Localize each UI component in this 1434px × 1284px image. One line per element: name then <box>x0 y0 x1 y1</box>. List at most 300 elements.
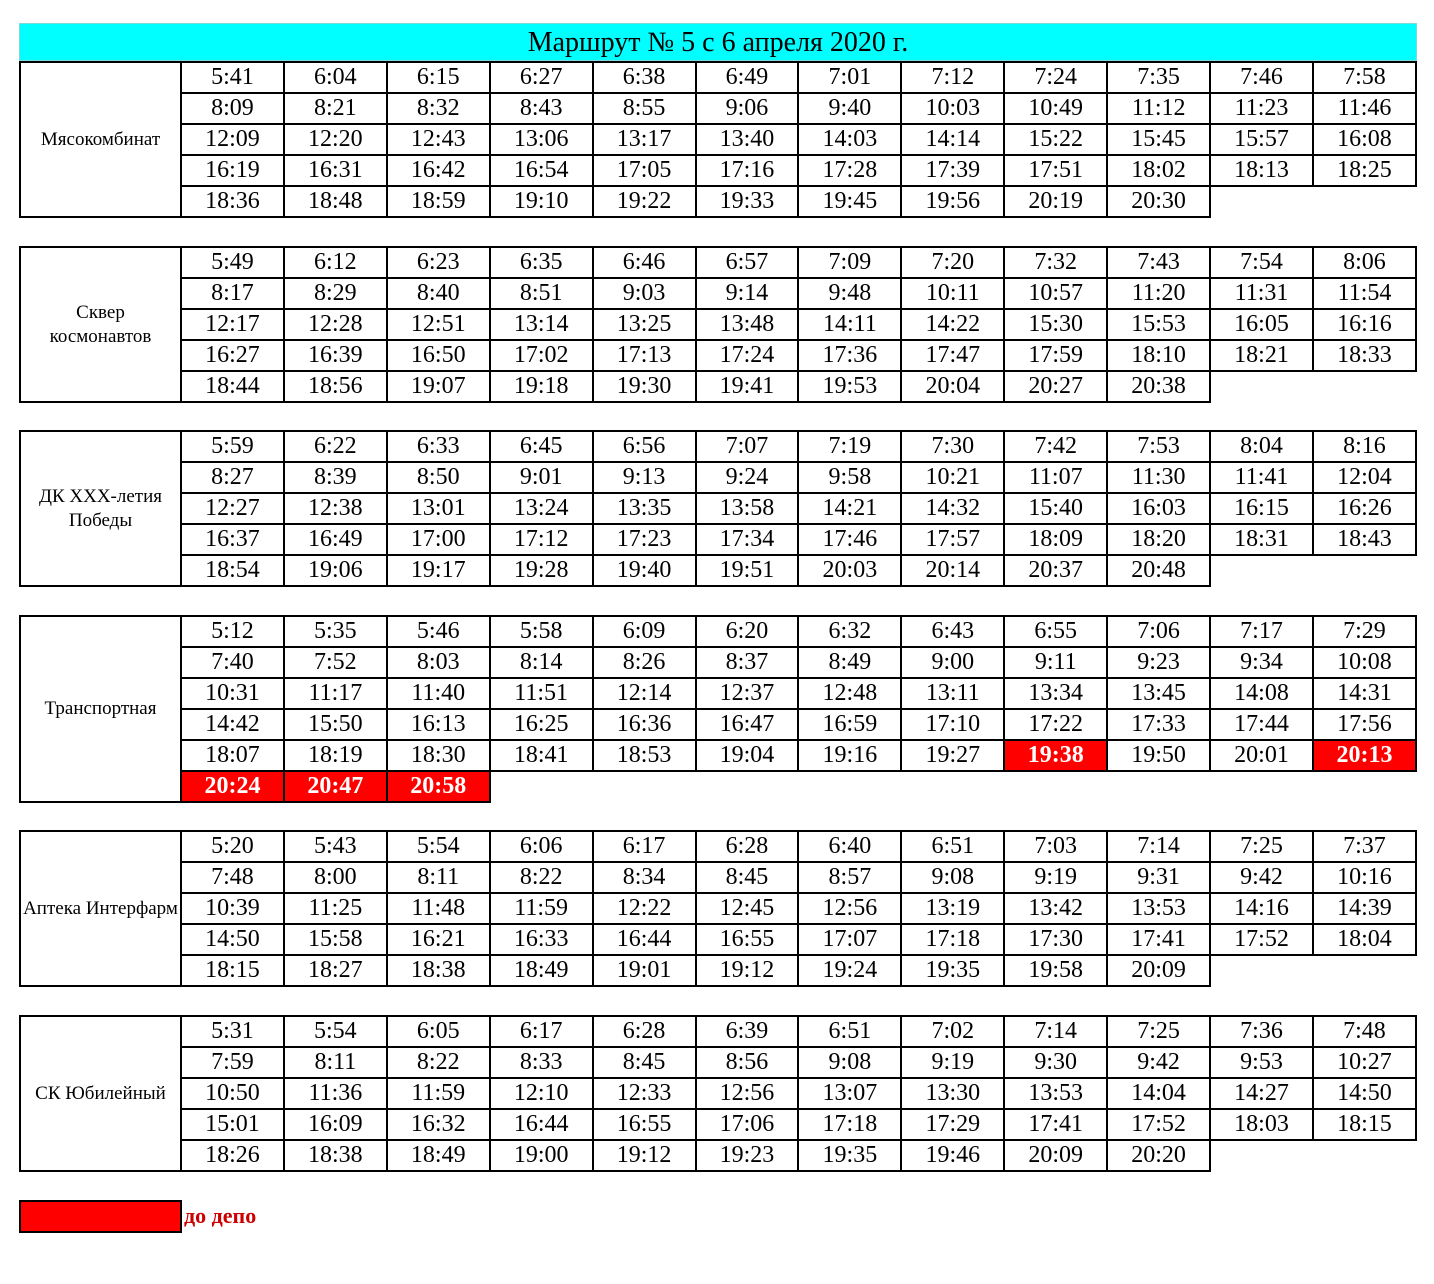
departure-time: 15:57 <box>1210 124 1313 155</box>
departure-time: 8:22 <box>490 862 593 893</box>
departure-time: 5:54 <box>284 1016 387 1047</box>
departure-time: 8:34 <box>593 862 696 893</box>
departure-time: 17:46 <box>798 524 901 555</box>
times-table <box>180 830 1417 987</box>
departure-time: 18:49 <box>490 955 593 986</box>
departure-time: 9:24 <box>696 462 799 493</box>
departure-time: 13:17 <box>593 124 696 155</box>
departure-time: 8:03 <box>387 647 490 678</box>
departure-time: 19:33 <box>696 186 799 217</box>
departure-time: 9:08 <box>901 862 1004 893</box>
departure-time: 18:15 <box>181 955 284 986</box>
departure-time: 12:27 <box>181 493 284 524</box>
departure-time: 19:12 <box>593 1140 696 1171</box>
empty-cell <box>1210 1140 1313 1171</box>
departure-time: 14:50 <box>1313 1078 1416 1109</box>
departure-time: 6:56 <box>593 431 696 462</box>
departure-time: 6:27 <box>490 62 593 93</box>
departure-time: 8:11 <box>387 862 490 893</box>
departure-time: 19:17 <box>387 555 490 586</box>
departure-time: 11:23 <box>1210 93 1313 124</box>
departure-time: 6:20 <box>696 616 799 647</box>
departure-time: 10:27 <box>1313 1047 1416 1078</box>
departure-time: 7:48 <box>181 862 284 893</box>
table-row <box>181 862 1416 893</box>
table-row <box>181 493 1416 524</box>
departure-time: 7:42 <box>1004 431 1107 462</box>
departure-time: 20:38 <box>1107 371 1210 402</box>
departure-time: 17:59 <box>1004 340 1107 371</box>
departure-time: 20:14 <box>901 555 1004 586</box>
departure-time: 13:19 <box>901 893 1004 924</box>
departure-time: 16:15 <box>1210 493 1313 524</box>
departure-time: 7:35 <box>1107 62 1210 93</box>
departure-time: 10:21 <box>901 462 1004 493</box>
empty-cell <box>593 771 696 802</box>
departure-time: 18:21 <box>1210 340 1313 371</box>
departure-time: 19:22 <box>593 186 696 217</box>
departure-time: 19:30 <box>593 371 696 402</box>
empty-cell <box>1313 555 1416 586</box>
departure-time: 7:02 <box>901 1016 1004 1047</box>
departure-time: 12:45 <box>696 893 799 924</box>
departure-time: 18:04 <box>1313 924 1416 955</box>
departure-time: 18:27 <box>284 955 387 986</box>
departure-time: 7:03 <box>1004 831 1107 862</box>
departure-time: 8:14 <box>490 647 593 678</box>
departure-time: 8:55 <box>593 93 696 124</box>
departure-time: 11:25 <box>284 893 387 924</box>
departure-time: 14:31 <box>1313 678 1416 709</box>
departure-time: 12:28 <box>284 309 387 340</box>
departure-time: 8:45 <box>593 1047 696 1078</box>
table-row <box>181 309 1416 340</box>
empty-cell <box>798 771 901 802</box>
departure-time: 13:40 <box>696 124 799 155</box>
departure-time: 19:56 <box>901 186 1004 217</box>
departure-time: 8:09 <box>181 93 284 124</box>
departure-time: 16:55 <box>696 924 799 955</box>
table-row <box>181 1109 1416 1140</box>
departure-time: 19:10 <box>490 186 593 217</box>
departure-time: 19:40 <box>593 555 696 586</box>
departure-time: 7:19 <box>798 431 901 462</box>
departure-time: 20:27 <box>1004 371 1107 402</box>
departure-time: 18:38 <box>284 1140 387 1171</box>
departure-time: 20:30 <box>1107 186 1210 217</box>
times-table <box>180 61 1417 218</box>
departure-time: 17:02 <box>490 340 593 371</box>
departure-time: 12:48 <box>798 678 901 709</box>
departure-time: 9:34 <box>1210 647 1313 678</box>
departure-time: 19:46 <box>901 1140 1004 1171</box>
departure-time: 19:41 <box>696 371 799 402</box>
departure-time: 8:40 <box>387 278 490 309</box>
empty-cell <box>1313 371 1416 402</box>
departure-time: 16:36 <box>593 709 696 740</box>
departure-time: 9:14 <box>696 278 799 309</box>
departure-time: 16:27 <box>181 340 284 371</box>
stop-name: ДК XXX-летия Победы <box>19 430 182 587</box>
departure-time: 12:37 <box>696 678 799 709</box>
departure-time: 18:44 <box>181 371 284 402</box>
departure-time: 19:16 <box>798 740 901 771</box>
departure-time: 7:36 <box>1210 1016 1313 1047</box>
departure-time: 17:33 <box>1107 709 1210 740</box>
table-row <box>181 1078 1416 1109</box>
stop-name: Транспортная <box>19 615 182 803</box>
departure-time: 16:13 <box>387 709 490 740</box>
departure-time: 9:42 <box>1210 862 1313 893</box>
departure-time: 8:45 <box>696 862 799 893</box>
empty-cell <box>490 771 593 802</box>
departure-time: 19:00 <box>490 1140 593 1171</box>
departure-time: 5:41 <box>181 62 284 93</box>
departure-time: 13:58 <box>696 493 799 524</box>
departure-time: 6:38 <box>593 62 696 93</box>
departure-time: 16:03 <box>1107 493 1210 524</box>
table-row <box>181 1047 1416 1078</box>
departure-time: 8:33 <box>490 1047 593 1078</box>
departure-time: 7:58 <box>1313 62 1416 93</box>
departure-time: 18:31 <box>1210 524 1313 555</box>
departure-time: 16:32 <box>387 1109 490 1140</box>
departure-time: 10:11 <box>901 278 1004 309</box>
departure-time: 17:10 <box>901 709 1004 740</box>
departure-time: 10:57 <box>1004 278 1107 309</box>
departure-time: 7:59 <box>181 1047 284 1078</box>
departure-time: 18:19 <box>284 740 387 771</box>
departure-time: 17:41 <box>1107 924 1210 955</box>
table-row <box>181 831 1416 862</box>
departure-time: 18:54 <box>181 555 284 586</box>
departure-time: 15:53 <box>1107 309 1210 340</box>
departure-time: 6:09 <box>593 616 696 647</box>
departure-time: 6:40 <box>798 831 901 862</box>
departure-time: 16:09 <box>284 1109 387 1140</box>
departure-time: 19:24 <box>798 955 901 986</box>
departure-time: 7:14 <box>1107 831 1210 862</box>
departure-time: 6:46 <box>593 247 696 278</box>
departure-time: 10:39 <box>181 893 284 924</box>
departure-time: 9:42 <box>1107 1047 1210 1078</box>
departure-time: 18:20 <box>1107 524 1210 555</box>
departure-time: 12:09 <box>181 124 284 155</box>
departure-time: 14:11 <box>798 309 901 340</box>
departure-time: 8:57 <box>798 862 901 893</box>
departure-time: 8:51 <box>490 278 593 309</box>
departure-time: 16:50 <box>387 340 490 371</box>
departure-time: 17:00 <box>387 524 490 555</box>
departure-time: 6:06 <box>490 831 593 862</box>
departure-time: 6:39 <box>696 1016 799 1047</box>
empty-cell <box>1313 955 1416 986</box>
departure-time: 8:22 <box>387 1047 490 1078</box>
departure-time: 11:48 <box>387 893 490 924</box>
departure-time: 11:46 <box>1313 93 1416 124</box>
departure-time: 17:07 <box>798 924 901 955</box>
departure-time: 19:35 <box>798 1140 901 1171</box>
departure-time: 17:52 <box>1107 1109 1210 1140</box>
departure-time: 13:06 <box>490 124 593 155</box>
departure-time: 12:33 <box>593 1078 696 1109</box>
departure-time: 10:03 <box>901 93 1004 124</box>
departure-time: 8:26 <box>593 647 696 678</box>
departure-time: 5:46 <box>387 616 490 647</box>
departure-time: 7:40 <box>181 647 284 678</box>
departure-time: 16:59 <box>798 709 901 740</box>
departure-time: 20:58 <box>387 771 490 802</box>
departure-time: 12:43 <box>387 124 490 155</box>
departure-time: 14:08 <box>1210 678 1313 709</box>
departure-time: 6:35 <box>490 247 593 278</box>
departure-time: 17:18 <box>901 924 1004 955</box>
departure-time: 8:39 <box>284 462 387 493</box>
departure-time: 17:28 <box>798 155 901 186</box>
departure-time: 13:48 <box>696 309 799 340</box>
departure-time: 6:45 <box>490 431 593 462</box>
departure-time: 11:17 <box>284 678 387 709</box>
departure-time: 18:48 <box>284 186 387 217</box>
departure-time: 9:03 <box>593 278 696 309</box>
departure-time: 16:37 <box>181 524 284 555</box>
stop-name: Сквер космонавтов <box>19 246 182 403</box>
departure-time: 16:55 <box>593 1109 696 1140</box>
departure-time: 7:06 <box>1107 616 1210 647</box>
departure-time: 12:17 <box>181 309 284 340</box>
departure-time: 6:05 <box>387 1016 490 1047</box>
departure-time: 15:58 <box>284 924 387 955</box>
departure-time: 7:52 <box>284 647 387 678</box>
departure-time: 17:24 <box>696 340 799 371</box>
departure-time: 6:12 <box>284 247 387 278</box>
departure-time: 7:30 <box>901 431 1004 462</box>
departure-time: 18:02 <box>1107 155 1210 186</box>
departure-time: 13:25 <box>593 309 696 340</box>
departure-time: 8:00 <box>284 862 387 893</box>
departure-time: 13:24 <box>490 493 593 524</box>
departure-time: 17:29 <box>901 1109 1004 1140</box>
departure-time: 9:30 <box>1004 1047 1107 1078</box>
departure-time: 18:38 <box>387 955 490 986</box>
departure-time: 20:19 <box>1004 186 1107 217</box>
departure-time: 18:09 <box>1004 524 1107 555</box>
departure-time: 13:34 <box>1004 678 1107 709</box>
departure-time: 11:40 <box>387 678 490 709</box>
table-row <box>181 647 1416 678</box>
departure-time: 13:01 <box>387 493 490 524</box>
departure-time: 8:21 <box>284 93 387 124</box>
departure-time: 5:43 <box>284 831 387 862</box>
departure-time: 19:04 <box>696 740 799 771</box>
table-row <box>181 340 1416 371</box>
departure-time: 7:01 <box>798 62 901 93</box>
departure-time: 17:05 <box>593 155 696 186</box>
departure-time: 6:15 <box>387 62 490 93</box>
departure-time: 9:00 <box>901 647 1004 678</box>
departure-time: 15:30 <box>1004 309 1107 340</box>
departure-time: 17:13 <box>593 340 696 371</box>
departure-time: 6:28 <box>696 831 799 862</box>
departure-time: 11:12 <box>1107 93 1210 124</box>
departure-time: 7:20 <box>901 247 1004 278</box>
departure-time: 9:23 <box>1107 647 1210 678</box>
legend-depot-swatch <box>19 1200 182 1233</box>
departure-time: 6:17 <box>490 1016 593 1047</box>
table-row <box>181 524 1416 555</box>
departure-time: 14:14 <box>901 124 1004 155</box>
departure-time: 12:04 <box>1313 462 1416 493</box>
departure-time: 6:22 <box>284 431 387 462</box>
departure-time: 20:01 <box>1210 740 1313 771</box>
legend <box>19 1200 419 1233</box>
departure-time: 6:32 <box>798 616 901 647</box>
departure-time: 20:48 <box>1107 555 1210 586</box>
departure-time: 7:09 <box>798 247 901 278</box>
departure-time: 19:12 <box>696 955 799 986</box>
departure-time: 17:57 <box>901 524 1004 555</box>
departure-time: 9:58 <box>798 462 901 493</box>
departure-time: 13:07 <box>798 1078 901 1109</box>
departure-time: 18:59 <box>387 186 490 217</box>
departure-time: 11:30 <box>1107 462 1210 493</box>
departure-time: 9:08 <box>798 1047 901 1078</box>
departure-time: 8:50 <box>387 462 490 493</box>
departure-time: 7:53 <box>1107 431 1210 462</box>
departure-time: 10:08 <box>1313 647 1416 678</box>
departure-time: 12:20 <box>284 124 387 155</box>
departure-time: 16:44 <box>490 1109 593 1140</box>
departure-time: 20:37 <box>1004 555 1107 586</box>
departure-time: 16:42 <box>387 155 490 186</box>
departure-time: 5:12 <box>181 616 284 647</box>
departure-time: 18:36 <box>181 186 284 217</box>
departure-time: 19:06 <box>284 555 387 586</box>
departure-time: 13:45 <box>1107 678 1210 709</box>
departure-time: 13:35 <box>593 493 696 524</box>
departure-time: 13:53 <box>1107 893 1210 924</box>
departure-time: 8:29 <box>284 278 387 309</box>
schedule-title: Маршрут № 5 с 6 апреля 2020 г. <box>19 23 1417 61</box>
departure-time: 14:22 <box>901 309 1004 340</box>
departure-time: 9:19 <box>901 1047 1004 1078</box>
departure-time: 8:11 <box>284 1047 387 1078</box>
departure-time: 15:22 <box>1004 124 1107 155</box>
departure-time: 6:51 <box>901 831 1004 862</box>
empty-cell <box>1107 771 1210 802</box>
departure-time: 6:28 <box>593 1016 696 1047</box>
departure-time: 11:41 <box>1210 462 1313 493</box>
departure-time: 19:38 <box>1004 740 1107 771</box>
departure-time: 7:48 <box>1313 1016 1416 1047</box>
departure-time: 19:23 <box>696 1140 799 1171</box>
departure-time: 19:35 <box>901 955 1004 986</box>
departure-time: 17:12 <box>490 524 593 555</box>
departure-time: 16:44 <box>593 924 696 955</box>
stop-name: Аптека Интерфарм <box>19 830 182 987</box>
departure-time: 18:30 <box>387 740 490 771</box>
departure-time: 9:53 <box>1210 1047 1313 1078</box>
departure-time: 17:16 <box>696 155 799 186</box>
departure-time: 19:07 <box>387 371 490 402</box>
departure-time: 16:05 <box>1210 309 1313 340</box>
departure-time: 19:01 <box>593 955 696 986</box>
departure-time: 16:16 <box>1313 309 1416 340</box>
departure-time: 17:06 <box>696 1109 799 1140</box>
departure-time: 6:49 <box>696 62 799 93</box>
empty-cell <box>1313 186 1416 217</box>
departure-time: 7:12 <box>901 62 1004 93</box>
departure-time: 6:43 <box>901 616 1004 647</box>
departure-time: 17:22 <box>1004 709 1107 740</box>
table-row <box>181 186 1416 217</box>
departure-time: 13:14 <box>490 309 593 340</box>
table-row <box>181 616 1416 647</box>
departure-time: 13:42 <box>1004 893 1107 924</box>
departure-time: 7:17 <box>1210 616 1313 647</box>
table-row <box>181 155 1416 186</box>
departure-time: 14:21 <box>798 493 901 524</box>
table-row <box>181 278 1416 309</box>
departure-time: 7:32 <box>1004 247 1107 278</box>
departure-time: 20:47 <box>284 771 387 802</box>
departure-time: 8:43 <box>490 93 593 124</box>
departure-time: 9:31 <box>1107 862 1210 893</box>
departure-time: 7:25 <box>1210 831 1313 862</box>
departure-time: 14:16 <box>1210 893 1313 924</box>
table-row <box>181 124 1416 155</box>
departure-time: 8:37 <box>696 647 799 678</box>
stop-name: Мясокомбинат <box>19 61 182 218</box>
departure-time: 15:40 <box>1004 493 1107 524</box>
departure-time: 6:17 <box>593 831 696 862</box>
departure-time: 17:52 <box>1210 924 1313 955</box>
stop-name: СК Юбилейный <box>19 1015 182 1172</box>
departure-time: 6:57 <box>696 247 799 278</box>
departure-time: 11:20 <box>1107 278 1210 309</box>
departure-time: 17:30 <box>1004 924 1107 955</box>
empty-cell <box>1210 186 1313 217</box>
departure-time: 10:49 <box>1004 93 1107 124</box>
departure-time: 17:18 <box>798 1109 901 1140</box>
departure-time: 9:01 <box>490 462 593 493</box>
departure-time: 18:41 <box>490 740 593 771</box>
departure-time: 19:45 <box>798 186 901 217</box>
departure-time: 7:54 <box>1210 247 1313 278</box>
departure-time: 5:49 <box>181 247 284 278</box>
departure-time: 18:33 <box>1313 340 1416 371</box>
departure-time: 6:33 <box>387 431 490 462</box>
departure-time: 6:04 <box>284 62 387 93</box>
departure-time: 16:39 <box>284 340 387 371</box>
departure-time: 16:54 <box>490 155 593 186</box>
departure-time: 9:13 <box>593 462 696 493</box>
table-row <box>181 893 1416 924</box>
departure-time: 14:27 <box>1210 1078 1313 1109</box>
departure-time: 20:09 <box>1107 955 1210 986</box>
departure-time: 17:34 <box>696 524 799 555</box>
departure-time: 18:25 <box>1313 155 1416 186</box>
departure-time: 13:11 <box>901 678 1004 709</box>
empty-cell <box>696 771 799 802</box>
departure-time: 12:38 <box>284 493 387 524</box>
departure-time: 8:49 <box>798 647 901 678</box>
departure-time: 7:46 <box>1210 62 1313 93</box>
departure-time: 11:59 <box>490 893 593 924</box>
departure-time: 9:06 <box>696 93 799 124</box>
departure-time: 18:10 <box>1107 340 1210 371</box>
table-row <box>181 955 1416 986</box>
